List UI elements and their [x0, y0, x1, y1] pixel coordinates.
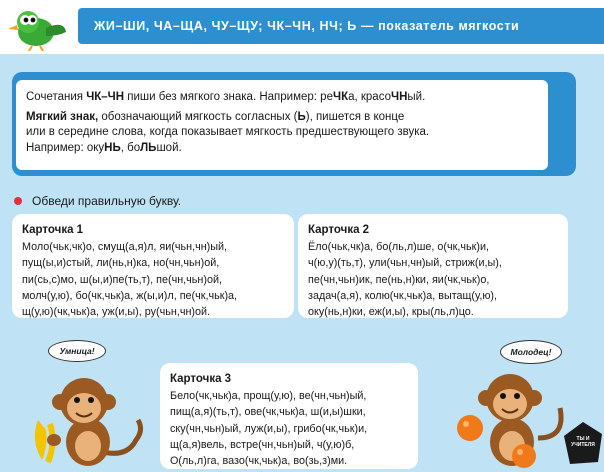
card-line: ску(чн,чьн)ый, луж(и,ы), грибо(чк,чьк)и, [170, 422, 368, 435]
rule-paragraph-1 [26, 90, 538, 106]
card-line: щ(а,я)вель, встре(чн,чьн)ый, ч(у,ю)б, [170, 438, 355, 451]
rule-highlight: ЧН [390, 91, 408, 103]
card-line: Бело(чк,чьк)а, прощ(у,ю), ве(чн,чьн)ый, [170, 390, 367, 403]
monkey-right-icon [448, 358, 574, 472]
card-line: пищ(а,я)(ть,т), ове(чк,чьк)а, ш(и,ы)шки, [170, 406, 366, 419]
card-1 [12, 214, 294, 318]
rule-text: или в середине слова, когда показывает мягкость предшествующего звука. [26, 126, 430, 138]
card-line: задач(а,я), колю(чк,чьк)а, вытащ(у,ю), [308, 289, 498, 302]
page-title: ЖИ–ШИ, ЧА–ЩА, ЧУ–ЩУ; ЧК–ЧН, НЧ; Ь — показатель мягкости [94, 19, 520, 33]
rule-text: Например: оку [26, 141, 105, 154]
card-title: Карточка 2 [308, 224, 370, 236]
card-2 [298, 214, 568, 318]
card-title: Карточка 1 [22, 224, 84, 236]
rule-highlight: ЧК–ЧН [86, 91, 125, 103]
rule-highlight: ЧК [332, 91, 349, 103]
card-line: ч(ю,у)(ть,т), ули(чьн,чн)ый, стриж(и,ы), [308, 257, 502, 270]
card-line: оку(нь,н)ки, еж(и,ы), кры(ль,л)цо. [308, 306, 474, 319]
speech-bubble-left: Умница! [48, 340, 106, 362]
rule-text: ый. [407, 91, 426, 103]
task-text: Обведи правильную букву. [32, 194, 182, 208]
rule-highlight: Мягкий знак, [26, 110, 99, 123]
rule-text: обозначающий мягкость согласных ( [98, 110, 298, 123]
bird-mascot-icon [6, 2, 70, 52]
rule-box [16, 80, 548, 170]
header-bar [78, 8, 604, 44]
card-line: молч(у,ю), бо(чк,чьк)а, ж(ы,и)л, пе(чк,чьк)а, [22, 289, 238, 302]
rule-text: Сочетания [26, 91, 87, 103]
header [0, 0, 604, 54]
card-line: Моло(чьк,чк)о, смущ(а,я)л, яи(чьн,чн)ый, [22, 241, 228, 254]
rule-highlight: Ь [297, 110, 306, 123]
card-line: щ(у,ю)(чк,чьк)а, уж(и,ы), ру(чьн,чн)ой. [22, 306, 211, 319]
rule-highlight: НЬ [104, 141, 121, 154]
rule-text: ), пишется в конце [305, 110, 405, 123]
rule-text: пиши без мягкого знака. Например: ре [124, 91, 333, 103]
card-line: Ёло(чьк,чк)а, бо(ль,л)ше, о(чк,чьк)и, [308, 241, 489, 254]
publisher-badge-text: ТЫ И УЧИТЕЛЯ [571, 436, 595, 448]
card-line: пи(сь,с)мо, ш(ы,и)пе(ть,т), пе(чн,чьн)ой, [22, 273, 222, 286]
card-line: О(ль,л)га, вазо(чк,чьк)а, во(зь,з)ми. [170, 455, 348, 468]
bullet-icon [14, 197, 22, 205]
rule-text: шой. [156, 141, 182, 154]
rule-highlight: ЛЬ [140, 141, 157, 154]
rule-paragraph-2 [26, 110, 538, 157]
card-title: Карточка 3 [170, 373, 232, 385]
card-line: пе(чн,чьн)ик, пе(нь,н)ки, яи(чк,чьк)о, [308, 273, 490, 286]
task-instruction [14, 194, 181, 208]
rule-text: а, красо [348, 91, 391, 103]
card-3 [160, 363, 418, 469]
rule-text: , бо [120, 141, 141, 154]
speech-bubble-right: Молодец! [500, 340, 562, 364]
card-line: пущ(ы,и)стый, ли(нь,н)ка, но(чн,чьн)ой, [22, 257, 220, 270]
monkey-left-icon [26, 360, 154, 472]
